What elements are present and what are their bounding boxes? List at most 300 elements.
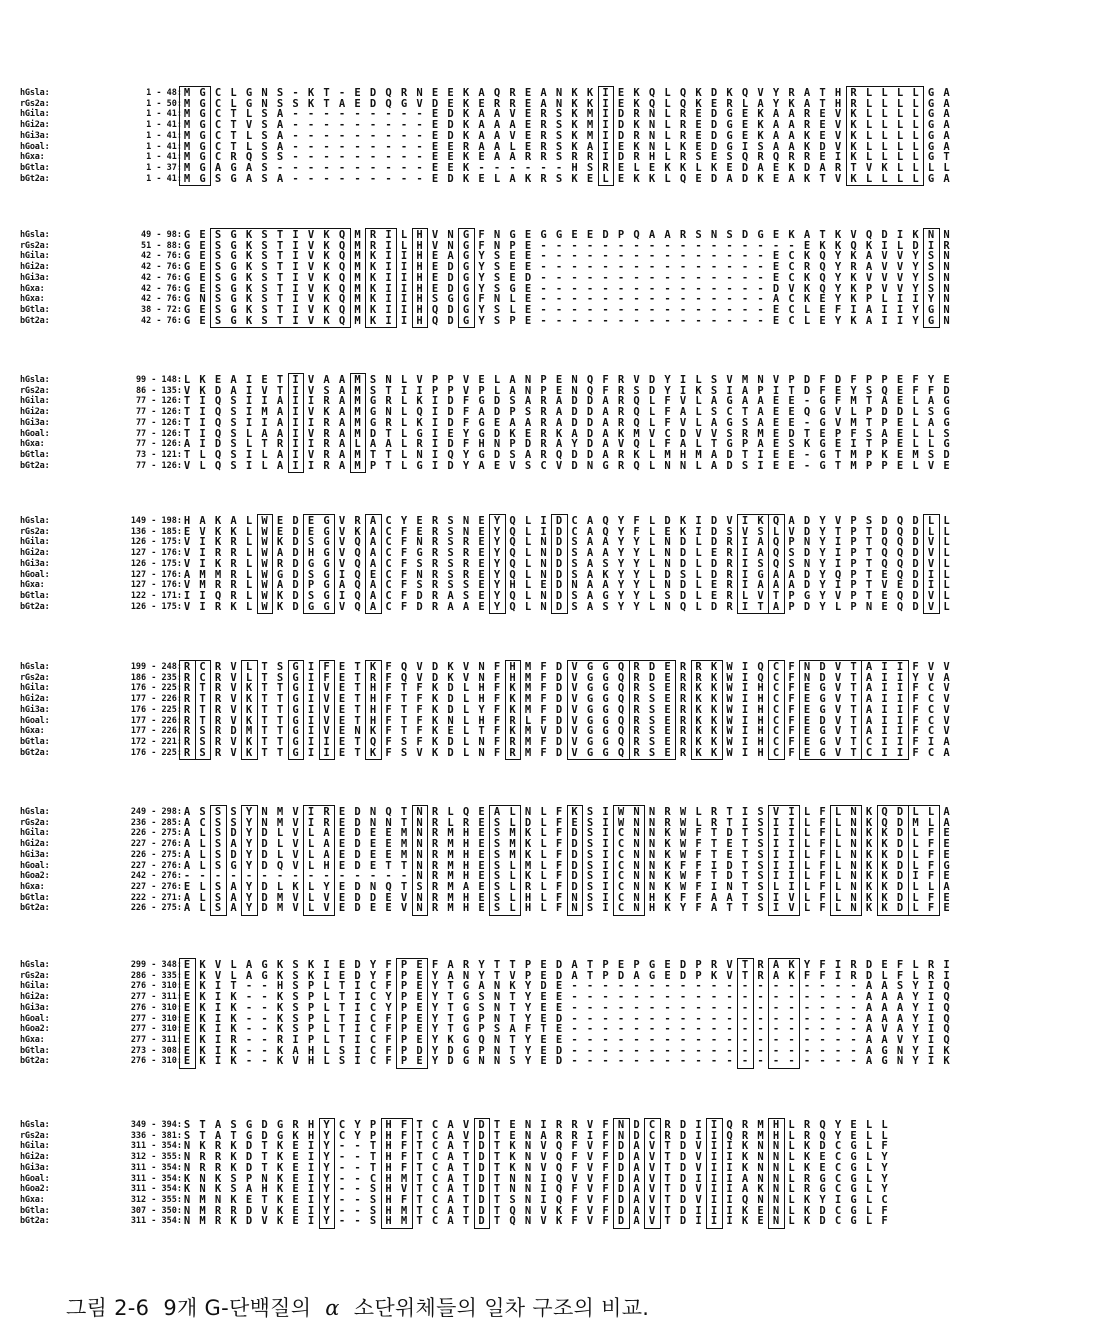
residue: G [583,716,597,726]
residue: - [614,305,628,315]
residue: N [583,461,597,471]
residue: R [599,163,613,173]
residue: N [180,1216,194,1226]
residue: G [413,429,427,439]
residue: N [754,375,768,385]
residue: A [940,748,954,758]
residue: C [614,871,628,881]
residue: V [878,251,892,261]
residue: Y [459,461,473,471]
residue: E [738,120,752,130]
sequence-name: hGsla: [20,807,88,817]
residue: T [258,716,272,726]
residue: A [227,903,241,913]
residue: T [351,683,365,693]
sequence-name: hGxa: [20,294,88,304]
residue-range: 242 - 276: [90,871,182,881]
residue: E [289,1174,303,1184]
residue: T [258,1141,272,1151]
residue: - [351,120,365,130]
residue: F [909,375,923,385]
residue: T [258,737,272,747]
residue: E [940,828,954,838]
residue: E [537,960,551,970]
residue: C [614,839,628,849]
residue: S [583,850,597,860]
residue: K [583,99,597,109]
residue: D [909,591,923,601]
residue: G [599,683,613,693]
residue: - [676,316,690,326]
residue: - [242,981,256,991]
residue: I [242,375,256,385]
residue-range: 277 - 310: [90,1024,182,1034]
residue: - [335,120,349,130]
residue: K [800,174,814,184]
residue: A [335,386,349,396]
residue: R [661,818,675,828]
residue: P [428,375,442,385]
residue: E [475,580,489,590]
residue: T [273,705,287,715]
residue: M [180,109,194,119]
residue: N [537,570,551,580]
residue: Q [738,88,752,98]
residue: C [366,981,380,991]
residue: H [413,284,427,294]
residue: I [397,273,411,283]
residue: P [304,1003,318,1013]
residue: E [413,992,427,1002]
residue: I [242,407,256,417]
sequence-name: rGs2a: [20,241,88,251]
residue: E [475,903,489,913]
residue: - [397,109,411,119]
residue: D [211,439,225,449]
residue-range: 136 - 185: [90,527,182,537]
residue: A [444,1174,458,1184]
residue: I [707,1206,721,1216]
residue: T [273,726,287,736]
residue: R [366,241,380,251]
residue: V [568,1174,582,1184]
residue: - [599,1014,613,1024]
residue: S [459,591,473,601]
residue: H [645,893,659,903]
residue: G [180,305,194,315]
residue: A [862,1024,876,1034]
residue: L [537,861,551,871]
residue: K [878,871,892,881]
residue: - [800,992,814,1002]
residue: V [645,1174,659,1184]
sequence-name: hGi2a: [20,839,88,849]
residue: L [304,861,318,871]
residue: Q [816,273,830,283]
residue: - [413,142,427,152]
residue: E [878,960,892,970]
residue: K [273,1024,287,1034]
residue: Y [614,537,628,547]
residue: V [893,284,907,294]
residue: S [661,591,675,601]
residue-range: 276 - 310: [90,1056,182,1066]
residue: K [506,1152,520,1162]
residue: Q [397,662,411,672]
residue: M [506,839,520,849]
residue: - [351,1163,365,1173]
residue: Y [909,284,923,294]
residue: R [196,1152,210,1162]
residue: C [196,662,210,672]
residue: - [692,1024,706,1034]
residue: E [940,375,954,385]
residue: A [444,1195,458,1205]
residue: C [924,694,938,704]
residue: L [351,439,365,449]
residue: I [304,439,318,449]
residue: I [196,537,210,547]
residue: P [397,1035,411,1045]
residue: I [707,1141,721,1151]
residue: A [444,1163,458,1173]
residue: - [847,1003,861,1013]
residue: E [769,418,783,428]
residue: G [289,737,303,747]
residue: E [428,142,442,152]
residue: Q [723,1120,737,1130]
residue: V [227,748,241,758]
residue: M [847,396,861,406]
residue: Q [490,88,504,98]
residue: M [351,305,365,315]
residue: - [800,981,814,991]
residue: E [289,1206,303,1216]
residue: C [645,1131,659,1141]
residue: K [707,971,721,981]
residue: K [351,527,365,537]
residue: L [909,131,923,141]
residue: C [924,716,938,726]
residue: C [769,683,783,693]
residue: T [196,1120,210,1130]
residue: - [676,1046,690,1056]
residue-range: 311 - 354: [90,1184,182,1194]
residue: L [196,850,210,860]
residue: E [521,230,535,240]
residue: G [289,716,303,726]
residue: T [661,1195,675,1205]
residue: F [397,537,411,547]
residue: K [878,163,892,173]
residue: L [506,882,520,892]
residue: L [506,893,520,903]
residue: S [289,1024,303,1034]
residue: E [769,429,783,439]
sequence-name: bGt2a: [20,461,88,471]
residue: F [490,673,504,683]
conserved-column-box [303,514,335,614]
residue: L [831,602,845,612]
residue: E [428,120,442,130]
residue: - [738,305,752,315]
residue: I [940,971,954,981]
residue: M [521,673,535,683]
residue: V [211,971,225,981]
residue: Q [583,375,597,385]
residue: D [676,1141,690,1151]
residue: - [614,316,628,326]
residue: K [862,871,876,881]
residue: R [428,850,442,860]
conserved-column-box [365,514,382,614]
residue: F [878,1141,892,1151]
residue: - [676,1024,690,1034]
residue: V [924,461,938,471]
residue: C [568,516,582,526]
residue: - [304,120,318,130]
residue: S [924,273,938,283]
residue: G [459,294,473,304]
residue: - [707,1024,721,1034]
residue: Q [506,602,520,612]
residue: - [738,273,752,283]
residue: F [816,971,830,981]
residue: - [382,142,396,152]
residue: D [909,527,923,537]
residue: N [645,871,659,881]
residue: Q [552,1163,566,1173]
residue: T [351,662,365,672]
residue: I [382,294,396,304]
residue: D [676,960,690,970]
residue: Y [351,1120,365,1130]
residue: I [289,251,303,261]
residue: N [521,1120,535,1130]
residue: E [180,992,194,1002]
residue: A [583,602,597,612]
residue: D [676,1120,690,1130]
residue: N [645,142,659,152]
residue: K [428,694,442,704]
residue: Q [552,1141,566,1151]
residue: - [599,1024,613,1034]
residue: M [661,450,675,460]
residue: S [552,142,566,152]
residue: A [862,1046,876,1056]
residue: A [335,580,349,590]
residue: - [614,1056,628,1066]
residue: F [909,737,923,747]
residue: M [196,580,210,590]
residue: N [754,1195,768,1205]
residue: L [785,1206,799,1216]
residue: F [397,1163,411,1173]
residue: C [614,893,628,903]
residue: F [413,694,427,704]
residue: S [506,450,520,460]
residue: L [273,839,287,849]
residue: L [490,386,504,396]
residue: - [707,316,721,326]
residue: K [676,142,690,152]
residue: S [227,1184,241,1194]
residue: H [754,748,768,758]
residue: E [490,461,504,471]
residue: S [583,882,597,892]
residue: T [413,1163,427,1173]
residue: I [831,971,845,981]
residue: R [630,716,644,726]
residue: E [475,375,489,385]
residue: Y [242,893,256,903]
residue: K [816,241,830,251]
residue: K [738,1206,752,1216]
residue: Q [738,1195,752,1205]
residue: D [258,861,272,871]
residue: Q [630,418,644,428]
residue: D [676,429,690,439]
residue: S [227,1120,241,1130]
residue: I [723,1141,737,1151]
residue: A [940,109,954,119]
residue: R [196,1163,210,1173]
residue: E [413,960,427,970]
residue: S [785,439,799,449]
residue: - [816,1035,830,1045]
residue: - [351,1206,365,1216]
residue: N [475,748,489,758]
residue: K [459,152,473,162]
conserved-column-box [396,958,428,1069]
residue: Y [397,516,411,526]
residue: - [351,142,365,152]
residue: L [862,131,876,141]
conserved-column-box [210,805,227,916]
residue: K [273,1056,287,1066]
residue: E [661,527,675,537]
residue: G [459,1046,473,1056]
residue: - [738,262,752,272]
residue: W [258,516,272,526]
residue: I [397,386,411,396]
residue: Q [754,662,768,672]
residue: E [769,230,783,240]
residue: G [196,120,210,130]
residue: I [289,418,303,428]
residue: Y [909,251,923,261]
residue: - [537,284,551,294]
residue: I [428,439,442,449]
sequence-name: bGt2a: [20,316,88,326]
residue: - [568,305,582,315]
residue: D [769,284,783,294]
residue: L [909,174,923,184]
residue: - [583,992,597,1002]
residue: V [227,694,241,704]
residue: - [738,981,752,991]
residue: T [506,1035,520,1045]
residue: I [289,241,303,251]
residue: C [335,1131,349,1141]
residue: I [707,1152,721,1162]
residue: N [614,1120,628,1130]
residue: A [862,251,876,261]
residue: Y [924,294,938,304]
residue: S [862,386,876,396]
residue: K [847,109,861,119]
residue: N [645,861,659,871]
residue: H [459,850,473,860]
residue: S [645,737,659,747]
residue: V [304,262,318,272]
residue: - [738,251,752,261]
residue: N [645,828,659,838]
residue: D [583,396,597,406]
conserved-column-box [768,958,800,1069]
residue: Q [242,152,256,162]
residue: N [940,284,954,294]
residue: V [831,516,845,526]
residue: A [490,807,504,817]
residue: V [893,251,907,261]
residue: V [320,683,334,693]
residue: K [242,230,256,240]
conserved-column-box [412,228,429,328]
residue: V [583,1152,597,1162]
residue: - [397,142,411,152]
residue: F [816,386,830,396]
residue: F [320,662,334,672]
residue: Y [351,1131,365,1141]
residue: E [893,396,907,406]
residue: - [707,992,721,1002]
residue: E [180,971,194,981]
residue: G [924,305,938,315]
residue: I [196,418,210,428]
residue: F [599,1131,613,1141]
residue: A [583,580,597,590]
residue: V [831,142,845,152]
residue: A [227,516,241,526]
residue: T [258,1152,272,1162]
sequence-name: hGi3a: [20,705,88,715]
residue: I [599,807,613,817]
residue: Q [211,407,225,417]
residue: L [785,1141,799,1151]
residue: T [382,429,396,439]
residue: C [831,1152,845,1162]
residue: T [180,429,194,439]
residue: A [273,450,287,460]
residue: A [630,1195,644,1205]
residue: H [413,241,427,251]
residue: P [397,992,411,1002]
residue: D [893,407,907,417]
residue: D [707,570,721,580]
residue: I [878,694,892,704]
residue: C [428,1174,442,1184]
residue: R [211,705,225,715]
residue-range: 77 - 126: [90,396,182,406]
residue: C [537,461,551,471]
residue: T [335,1003,349,1013]
residue: V [754,591,768,601]
residue: E [723,850,737,860]
residue: - [568,981,582,991]
residue: A [723,174,737,184]
residue: R [180,726,194,736]
